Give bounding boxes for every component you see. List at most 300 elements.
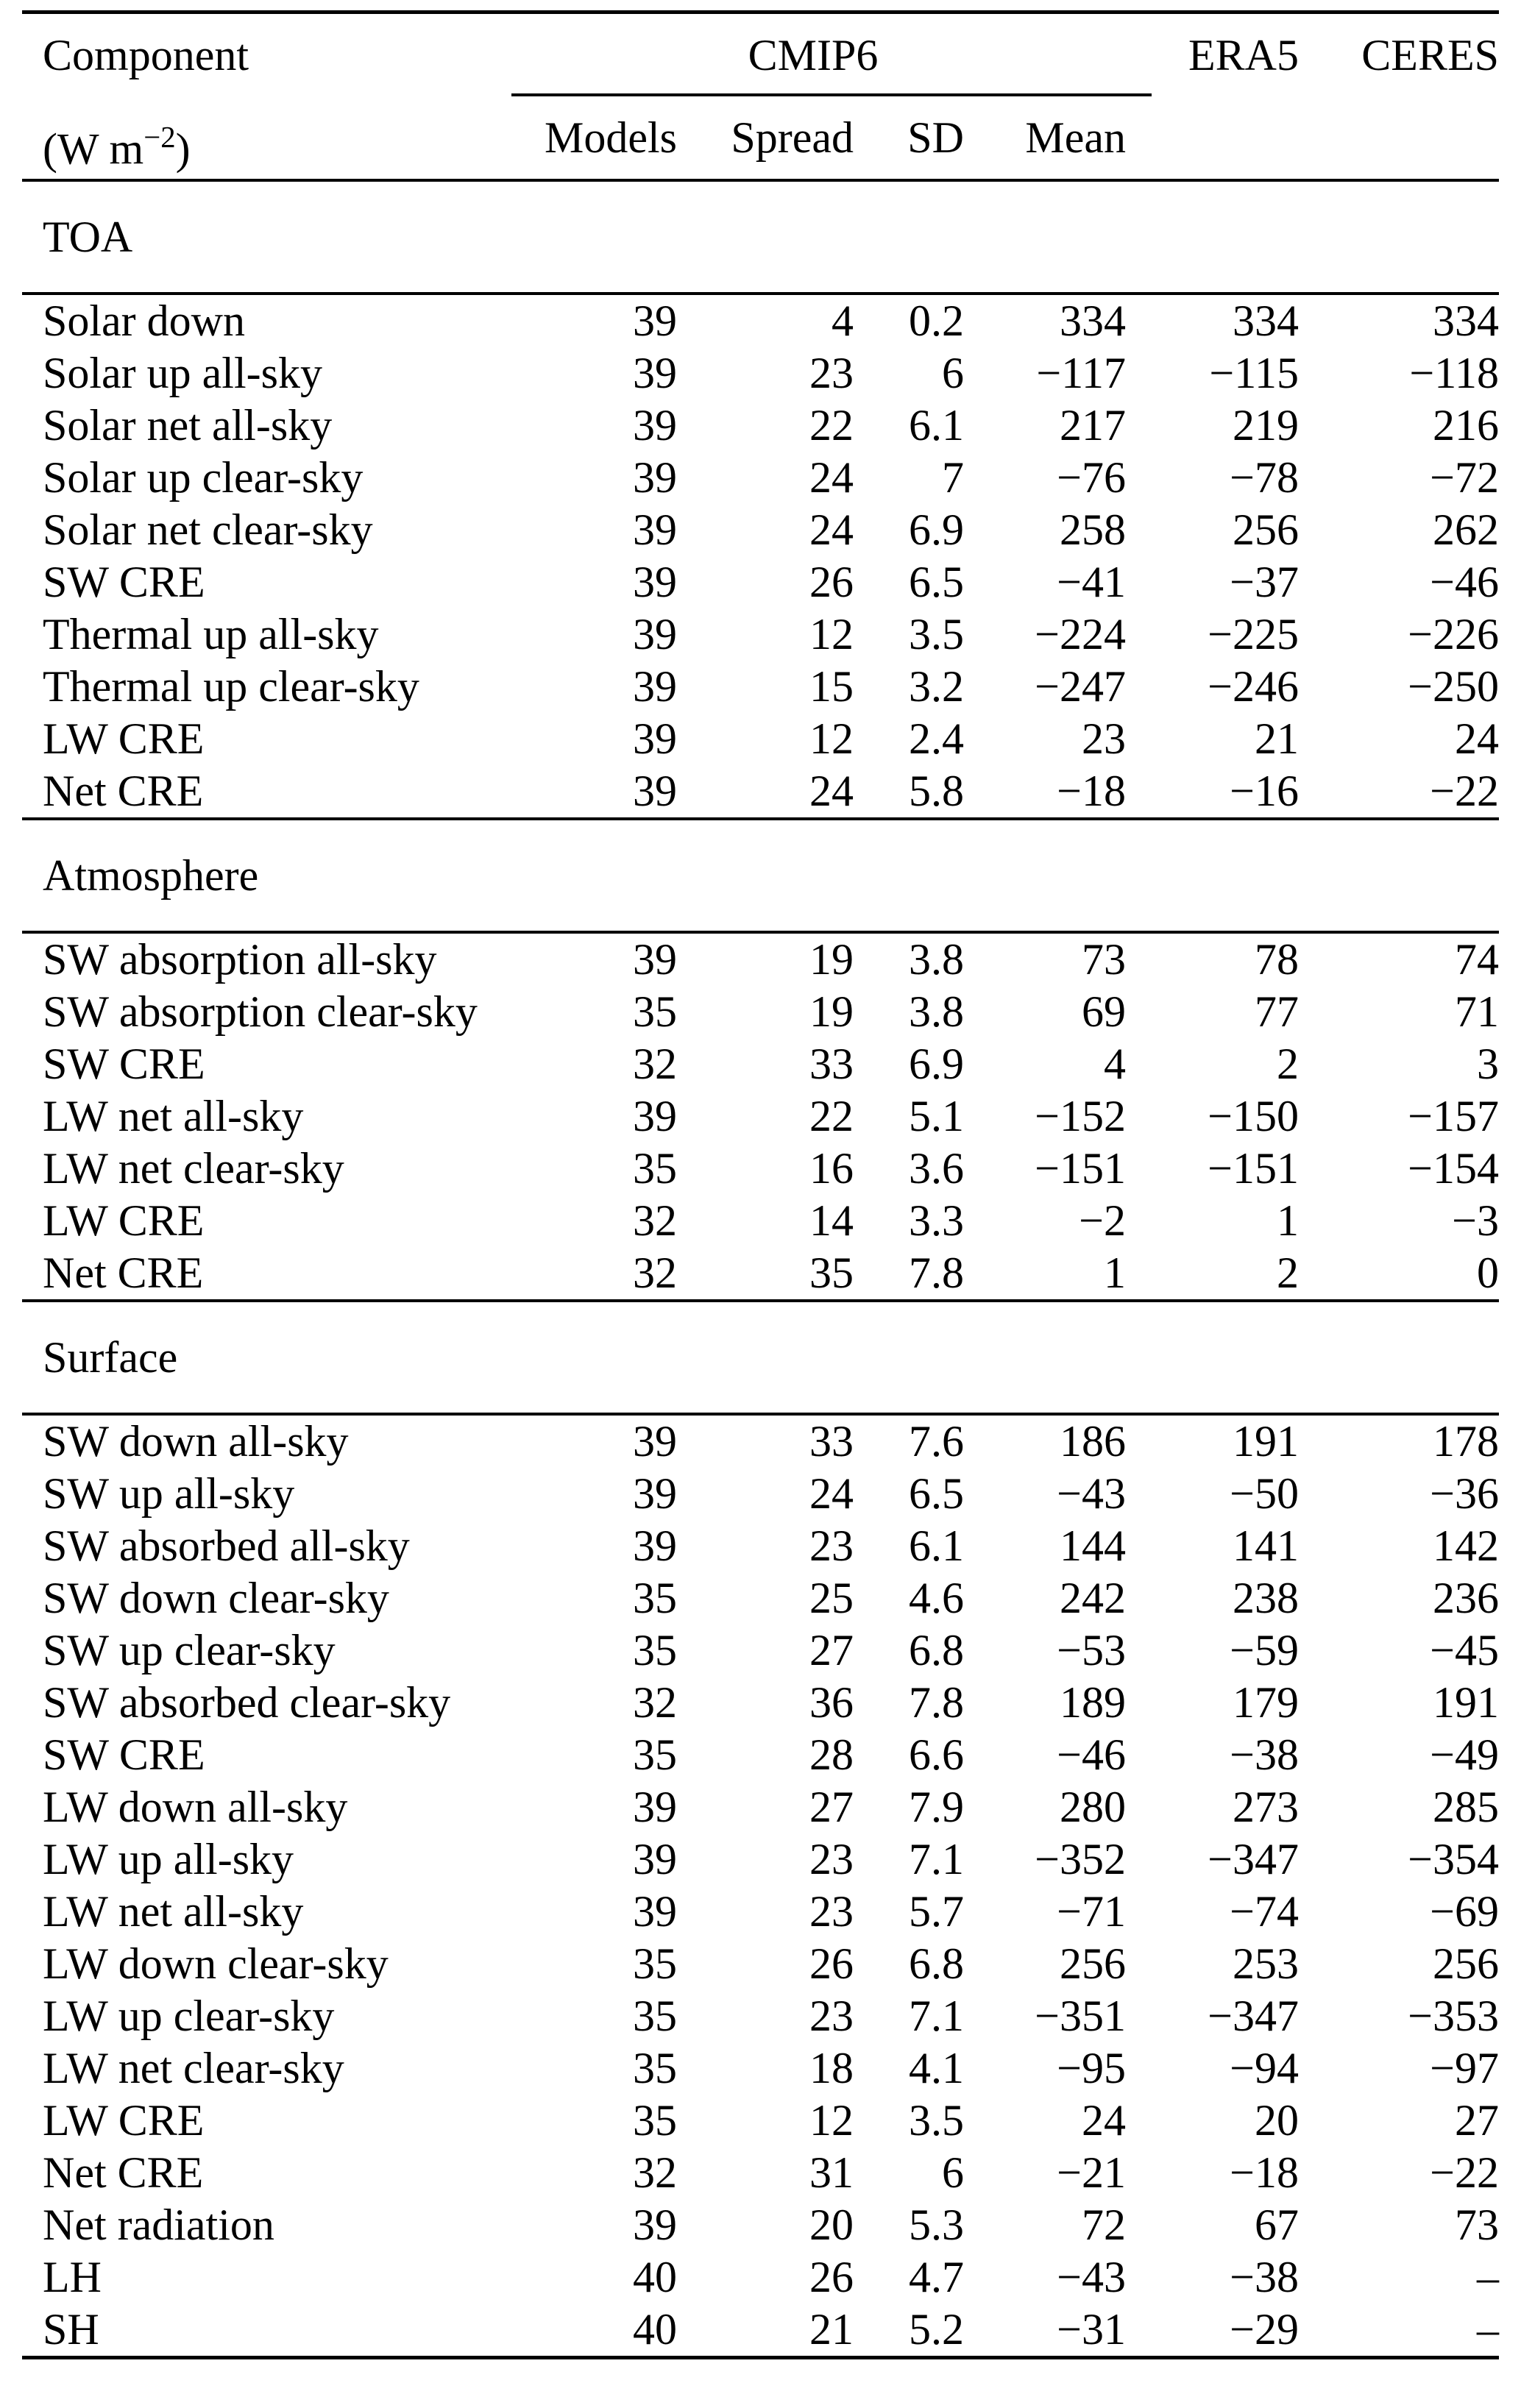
cell-models: 32 <box>633 1040 677 1088</box>
cell-models: 39 <box>633 1835 677 1883</box>
table-row <box>22 2147 1499 2199</box>
cell-era5: 77 <box>1255 987 1299 1036</box>
row-label: SW down clear-sky <box>43 1574 389 1622</box>
cell-models: 40 <box>633 2305 677 2354</box>
cell-models: 35 <box>633 1939 677 1988</box>
cell-era5: 238 <box>1233 1574 1299 1622</box>
row-label: SW CRE <box>43 1730 205 1779</box>
cell-models: 39 <box>633 505 677 554</box>
cell-ceres: −154 <box>1408 1144 1499 1193</box>
header-row-2 <box>22 96 1499 179</box>
cell-era5: −246 <box>1208 662 1299 711</box>
table-row <box>22 1468 1499 1520</box>
cell-sd: 6.5 <box>909 558 964 606</box>
cell-ceres: 216 <box>1433 401 1499 450</box>
cell-mean: −224 <box>1035 610 1126 658</box>
cell-ceres: 191 <box>1433 1678 1499 1727</box>
cell-spread: 31 <box>809 2148 854 2197</box>
cell-spread: 19 <box>809 987 854 1036</box>
unit-prefix: (W m <box>43 124 144 174</box>
cell-mean: 256 <box>1060 1939 1126 1988</box>
cell-era5: −50 <box>1230 1469 1299 1518</box>
cell-ceres: −49 <box>1430 1730 1499 1779</box>
cell-sd: 7.1 <box>909 1992 964 2040</box>
cell-sd: 6 <box>942 2148 964 2197</box>
cell-models: 35 <box>633 1144 677 1193</box>
cmip6-group-label: CMIP6 <box>748 31 879 79</box>
cell-models: 39 <box>633 401 677 450</box>
row-label: Net CRE <box>43 767 204 815</box>
table-row <box>22 1781 1499 1833</box>
cell-spread: 19 <box>809 935 854 984</box>
cell-spread: 24 <box>809 453 854 502</box>
row-label: LW net clear-sky <box>43 2044 344 2092</box>
cell-spread: 20 <box>809 2201 854 2249</box>
cell-models: 35 <box>633 1992 677 2040</box>
cell-models: 39 <box>633 767 677 815</box>
table-row <box>22 2199 1499 2251</box>
table-row <box>22 1833 1499 1886</box>
cell-models: 35 <box>633 2044 677 2092</box>
row-label: Net radiation <box>43 2201 274 2249</box>
table-row <box>22 2304 1499 2356</box>
row-label: LW net all-sky <box>43 1092 304 1140</box>
cell-ceres: – <box>1477 2253 1499 2301</box>
cell-era5: −38 <box>1230 1730 1299 1779</box>
cell-era5: −151 <box>1208 1144 1299 1193</box>
cell-spread: 35 <box>809 1249 854 1297</box>
cell-ceres: 73 <box>1455 2201 1499 2249</box>
cell-era5: −74 <box>1230 1887 1299 1936</box>
cell-spread: 23 <box>809 1835 854 1883</box>
cell-models: 39 <box>633 935 677 984</box>
cell-spread: 22 <box>809 401 854 450</box>
cell-spread: 22 <box>809 1092 854 1140</box>
cell-sd: 6 <box>942 349 964 397</box>
cell-era5: 141 <box>1233 1521 1299 1570</box>
table-row <box>22 399 1499 452</box>
cell-mean: −351 <box>1035 1992 1126 2040</box>
era5-header: ERA5 <box>1188 31 1299 79</box>
table-row <box>22 556 1499 608</box>
cell-mean: −71 <box>1057 1887 1126 1936</box>
row-label: Solar down <box>43 296 245 345</box>
cell-models: 39 <box>633 1092 677 1140</box>
cell-models: 35 <box>633 987 677 1036</box>
cell-mean: −352 <box>1035 1835 1126 1883</box>
table-section <box>22 1302 1499 2359</box>
cell-ceres: – <box>1477 2305 1499 2354</box>
cell-models: 39 <box>633 1783 677 1831</box>
cell-mean: −43 <box>1057 2253 1126 2301</box>
cell-mean: −41 <box>1057 558 1126 606</box>
cell-ceres: −250 <box>1408 662 1499 711</box>
cell-era5: 2 <box>1277 1249 1299 1297</box>
cell-sd: 3.5 <box>909 2096 964 2145</box>
cell-ceres: 262 <box>1433 505 1499 554</box>
cell-ceres: −157 <box>1408 1092 1499 1140</box>
cell-sd: 6.9 <box>909 1040 964 1088</box>
cell-mean: 258 <box>1060 505 1126 554</box>
cell-mean: 72 <box>1082 2201 1126 2249</box>
cell-models: 39 <box>633 610 677 658</box>
cell-era5: 334 <box>1233 296 1299 345</box>
era5-header-spacer <box>1126 96 1299 190</box>
cell-sd: 7.6 <box>909 1417 964 1466</box>
cell-spread: 25 <box>809 1574 854 1622</box>
cell-ceres: −36 <box>1430 1469 1499 1518</box>
cell-mean: −95 <box>1057 2044 1126 2092</box>
cell-models: 32 <box>633 1249 677 1297</box>
row-label: LW CRE <box>43 2096 205 2145</box>
row-label: Thermal up clear-sky <box>43 662 419 711</box>
row-label: SW absorption all-sky <box>43 935 437 984</box>
cell-spread: 24 <box>809 1469 854 1518</box>
cell-sd: 3.8 <box>909 987 964 1036</box>
cell-mean: −21 <box>1057 2148 1126 2197</box>
row-label: Net CRE <box>43 2148 204 2197</box>
unit-suffix: ) <box>175 124 191 174</box>
cell-mean: −76 <box>1057 453 1126 502</box>
cell-spread: 14 <box>809 1196 854 1245</box>
row-label: Solar up all-sky <box>43 349 322 397</box>
cell-mean: 217 <box>1060 401 1126 450</box>
models-header: Models <box>545 113 677 162</box>
table-row <box>22 1195 1499 1247</box>
cell-models: 32 <box>633 1196 677 1245</box>
sd-header: SD <box>907 113 964 162</box>
cell-sd: 7.9 <box>909 1783 964 1831</box>
cell-spread: 36 <box>809 1678 854 1727</box>
cell-era5: −59 <box>1230 1626 1299 1674</box>
cell-sd: 7.1 <box>909 1835 964 1883</box>
cell-sd: 6.5 <box>909 1469 964 1518</box>
cell-mean: −18 <box>1057 767 1126 815</box>
cell-spread: 26 <box>809 558 854 606</box>
table-row <box>22 1990 1499 2042</box>
table-row <box>22 765 1499 817</box>
cell-spread: 12 <box>809 2096 854 2145</box>
section-title: Surface <box>43 1332 178 1382</box>
section-title: Atmosphere <box>43 850 259 900</box>
cell-mean: −151 <box>1035 1144 1126 1193</box>
cell-ceres: −354 <box>1408 1835 1499 1883</box>
ceres-header: CERES <box>1361 31 1499 79</box>
table-row <box>22 1938 1499 1990</box>
cell-mean: −43 <box>1057 1469 1126 1518</box>
row-label: Solar net all-sky <box>43 401 333 450</box>
table-row <box>22 1677 1499 1729</box>
cell-sd: 6.1 <box>909 1521 964 1570</box>
row-label: SW absorption clear-sky <box>43 987 478 1036</box>
cell-sd: 6.9 <box>909 505 964 554</box>
cell-models: 32 <box>633 2148 677 2197</box>
cell-ceres: −353 <box>1408 1992 1499 2040</box>
row-label: Net CRE <box>43 1249 204 1297</box>
cell-era5: −18 <box>1230 2148 1299 2197</box>
table-row <box>22 1729 1499 1781</box>
cell-ceres: 74 <box>1455 935 1499 984</box>
cell-spread: 33 <box>809 1417 854 1466</box>
table-body <box>22 182 1499 2359</box>
cell-era5: 253 <box>1233 1939 1299 1988</box>
cell-era5: −78 <box>1230 453 1299 502</box>
table-row <box>22 1038 1499 1090</box>
table-row <box>22 1572 1499 1624</box>
row-label: SW CRE <box>43 558 205 606</box>
table-row <box>22 986 1499 1038</box>
cell-spread: 23 <box>809 1521 854 1570</box>
mean-header: Mean <box>1025 113 1126 162</box>
cell-sd: 5.7 <box>909 1887 964 1936</box>
cell-sd: 3.3 <box>909 1196 964 1245</box>
cell-era5: −16 <box>1230 767 1299 815</box>
cell-ceres: 236 <box>1433 1574 1499 1622</box>
section-header-row <box>22 820 1499 931</box>
row-label: LW net all-sky <box>43 1887 304 1936</box>
cell-ceres: −46 <box>1430 558 1499 606</box>
cell-era5: 219 <box>1233 401 1299 450</box>
section-title: TOA <box>43 212 133 261</box>
cell-mean: 23 <box>1082 714 1126 763</box>
cell-era5: 1 <box>1277 1196 1299 1245</box>
table-row <box>22 295 1499 347</box>
row-label: Thermal up all-sky <box>43 610 379 658</box>
table-row <box>22 1143 1499 1195</box>
cell-era5: 179 <box>1233 1678 1299 1727</box>
row-label: LW down clear-sky <box>43 1939 389 1988</box>
cell-sd: 6.6 <box>909 1730 964 1779</box>
cell-models: 35 <box>633 1730 677 1779</box>
cell-spread: 24 <box>809 767 854 815</box>
cell-ceres: 178 <box>1433 1417 1499 1466</box>
cell-ceres: −22 <box>1430 767 1499 815</box>
cell-mean: 4 <box>1104 1040 1126 1088</box>
cell-mean: −152 <box>1035 1092 1126 1140</box>
table-row <box>22 934 1499 986</box>
cell-mean: 189 <box>1060 1678 1126 1727</box>
cell-ceres: 334 <box>1433 296 1499 345</box>
cell-models: 39 <box>633 558 677 606</box>
unit-header <box>22 96 500 190</box>
cell-spread: 27 <box>809 1783 854 1831</box>
cell-era5: 273 <box>1233 1783 1299 1831</box>
cmip6-group-header <box>500 14 1126 96</box>
cell-era5: 191 <box>1233 1417 1299 1466</box>
row-label: SW absorbed clear-sky <box>43 1678 451 1727</box>
table-row <box>22 713 1499 765</box>
cell-mean: 69 <box>1082 987 1126 1036</box>
cell-models: 40 <box>633 2253 677 2301</box>
cell-models: 35 <box>633 2096 677 2145</box>
row-label: SW down all-sky <box>43 1417 349 1466</box>
cell-mean: 186 <box>1060 1417 1126 1466</box>
cell-era5: −347 <box>1208 1835 1299 1883</box>
cell-era5: 2 <box>1277 1040 1299 1088</box>
cell-mean: −53 <box>1057 1626 1126 1674</box>
cell-spread: 21 <box>809 2305 854 2354</box>
table-row <box>22 661 1499 713</box>
cell-mean: −117 <box>1036 349 1126 397</box>
cell-spread: 12 <box>809 714 854 763</box>
cell-ceres: 27 <box>1455 2096 1499 2145</box>
cell-mean: 73 <box>1082 935 1126 984</box>
table-row <box>22 1624 1499 1677</box>
cell-sd: 4.7 <box>909 2253 964 2301</box>
cell-sd: 3.8 <box>909 935 964 984</box>
table-row <box>22 608 1499 661</box>
cell-spread: 28 <box>809 1730 854 1779</box>
cell-sd: 4.1 <box>909 2044 964 2092</box>
cell-ceres: 0 <box>1477 1249 1499 1297</box>
cell-mean: 280 <box>1060 1783 1126 1831</box>
cell-spread: 33 <box>809 1040 854 1088</box>
cell-era5: 78 <box>1255 935 1299 984</box>
cell-models: 39 <box>633 2201 677 2249</box>
cell-sd: 5.1 <box>909 1092 964 1140</box>
cell-ceres: 3 <box>1477 1040 1499 1088</box>
cell-ceres: −22 <box>1430 2148 1499 2197</box>
cell-models: 39 <box>633 1521 677 1570</box>
table-row <box>22 1416 1499 1468</box>
cell-era5: −38 <box>1230 2253 1299 2301</box>
table-row <box>22 1886 1499 1938</box>
cell-spread: 24 <box>809 505 854 554</box>
row-label: Solar net clear-sky <box>43 505 373 554</box>
cell-spread: 15 <box>809 662 854 711</box>
table-row <box>22 2251 1499 2304</box>
section-header-row <box>22 1302 1499 1413</box>
cell-spread: 16 <box>809 1144 854 1193</box>
cell-era5: 21 <box>1255 714 1299 763</box>
section-rows <box>22 934 1499 1299</box>
cell-sd: 3.2 <box>909 662 964 711</box>
cell-models: 39 <box>633 714 677 763</box>
row-label: LH <box>43 2253 102 2301</box>
cell-models: 39 <box>633 1469 677 1518</box>
cell-spread: 23 <box>809 349 854 397</box>
cell-era5: −115 <box>1209 349 1299 397</box>
cell-sd: 6.1 <box>909 401 964 450</box>
cell-mean: −247 <box>1035 662 1126 711</box>
row-label: SW CRE <box>43 1040 205 1088</box>
cell-ceres: −45 <box>1430 1626 1499 1674</box>
table-row <box>22 347 1499 399</box>
cell-sd: 5.2 <box>909 2305 964 2354</box>
cell-spread: 23 <box>809 1992 854 2040</box>
cell-models: 39 <box>633 1417 677 1466</box>
cell-ceres: −97 <box>1430 2044 1499 2092</box>
row-label: LW CRE <box>43 1196 205 1245</box>
cell-sd: 3.6 <box>909 1144 964 1193</box>
section-rows <box>22 295 1499 817</box>
cell-era5: −37 <box>1230 558 1299 606</box>
row-label: SW absorbed all-sky <box>43 1521 410 1570</box>
row-label: LW down all-sky <box>43 1783 348 1831</box>
cell-sd: 6.8 <box>909 1939 964 1988</box>
cell-sd: 2.4 <box>909 714 964 763</box>
cell-era5: 256 <box>1233 505 1299 554</box>
cell-models: 32 <box>633 1678 677 1727</box>
cell-ceres: 256 <box>1433 1939 1499 1988</box>
cell-mean: −31 <box>1057 2305 1126 2354</box>
cell-era5: −94 <box>1230 2044 1299 2092</box>
cell-spread: 4 <box>832 296 854 345</box>
cell-ceres: −69 <box>1430 1887 1499 1936</box>
cell-sd: 0.2 <box>909 296 964 345</box>
cell-mean: 242 <box>1060 1574 1126 1622</box>
cell-mean: 144 <box>1060 1521 1126 1570</box>
table-row <box>22 1247 1499 1299</box>
spread-header: Spread <box>731 113 854 162</box>
cell-era5: 20 <box>1255 2096 1299 2145</box>
row-label: LW CRE <box>43 714 205 763</box>
cell-sd: 5.8 <box>909 767 964 815</box>
table-row <box>22 1090 1499 1143</box>
table-row <box>22 2095 1499 2147</box>
cell-era5: −29 <box>1230 2305 1299 2354</box>
cell-models: 39 <box>633 662 677 711</box>
cell-ceres: 71 <box>1455 987 1499 1036</box>
table-row <box>22 452 1499 504</box>
cell-sd: 7.8 <box>909 1249 964 1297</box>
cell-era5: −347 <box>1208 1992 1299 2040</box>
cell-mean: −2 <box>1079 1196 1126 1245</box>
row-label: SW up all-sky <box>43 1469 295 1518</box>
ceres-header-spacer <box>1299 96 1499 190</box>
cell-era5: −150 <box>1208 1092 1299 1140</box>
cell-spread: 26 <box>809 2253 854 2301</box>
section-header-row <box>22 182 1499 292</box>
cell-models: 39 <box>633 349 677 397</box>
cell-sd: 4.6 <box>909 1574 964 1622</box>
table-row <box>22 1520 1499 1572</box>
unit-exponent: −2 <box>143 121 176 154</box>
cell-mean: 1 <box>1104 1249 1126 1297</box>
cell-sd: 5.3 <box>909 2201 964 2249</box>
cell-sd: 3.5 <box>909 610 964 658</box>
cell-ceres: 142 <box>1433 1521 1499 1570</box>
cell-models: 35 <box>633 1626 677 1674</box>
cell-spread: 27 <box>809 1626 854 1674</box>
cell-ceres: 285 <box>1433 1783 1499 1831</box>
cell-ceres: −118 <box>1409 349 1499 397</box>
row-label: LW up all-sky <box>43 1835 294 1883</box>
row-label: LW up clear-sky <box>43 1992 335 2040</box>
row-label: SW up clear-sky <box>43 1626 336 1674</box>
cell-models: 39 <box>633 1887 677 1936</box>
section-rows <box>22 1416 1499 2356</box>
cell-era5: 67 <box>1255 2201 1299 2249</box>
row-label: Solar up clear-sky <box>43 453 364 502</box>
cell-spread: 23 <box>809 1887 854 1936</box>
table-section <box>22 182 1499 820</box>
cell-mean: −46 <box>1057 1730 1126 1779</box>
cell-models: 35 <box>633 1574 677 1622</box>
cell-sd: 7.8 <box>909 1678 964 1727</box>
cell-spread: 12 <box>809 610 854 658</box>
section-bottom-rule <box>22 2356 1499 2359</box>
header-row-1 <box>22 14 1499 96</box>
cell-models: 39 <box>633 296 677 345</box>
row-label: SH <box>43 2305 99 2354</box>
cell-ceres: −3 <box>1452 1196 1499 1245</box>
cell-spread: 18 <box>809 2044 854 2092</box>
row-label: LW net clear-sky <box>43 1144 344 1193</box>
cell-spread: 26 <box>809 1939 854 1988</box>
table-row <box>22 504 1499 556</box>
cell-era5: −225 <box>1208 610 1299 658</box>
